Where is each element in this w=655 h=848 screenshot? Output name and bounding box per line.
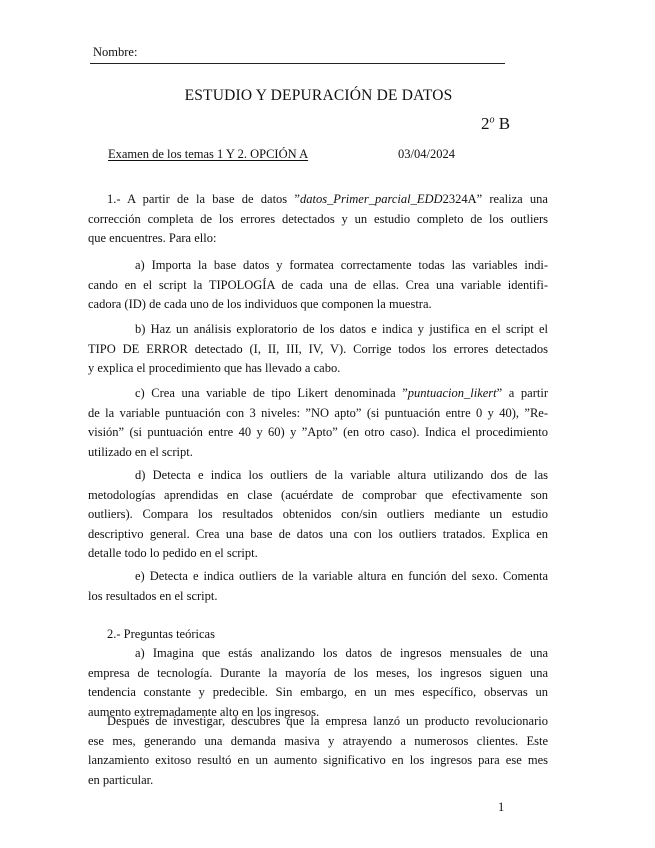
- q2-p-line: ese mes, generando una demanda masiva y atrayendo a numerosos clientes. Este: [88, 733, 548, 748]
- q1-d-line: d) Detecta e indica los outliers de la variable altura utilizando dos de las: [135, 468, 548, 482]
- q1-intro-line: que encuentres. Para ello:: [88, 231, 217, 245]
- q2-p-line: en particular.: [88, 772, 154, 787]
- exam-date: 03/04/2024: [398, 147, 455, 161]
- q2-heading: [88, 625, 548, 645]
- q1-intro: [88, 190, 548, 249]
- q1-item-c: [88, 384, 548, 462]
- group-number: 2: [481, 114, 490, 133]
- q1-item-e: [88, 567, 548, 606]
- q2-p-line: Después de investigar, descubres que la empresa lanzó un producto revolucionario: [107, 714, 548, 728]
- q2-a-line: a) Imagina que estás analizando los datos de ingresos mensuales de una: [135, 646, 548, 660]
- q1-e-line: e) Detecta e indica outliers de la variable altura en función del sexo. Comenta: [135, 569, 548, 583]
- q2-heading-text: 2.- Preguntas teóricas: [107, 627, 215, 641]
- q1-a-line: cadora (ID) de cada uno de los individuos que componen la muestra.: [88, 297, 432, 311]
- page-title: [0, 87, 655, 105]
- q1-c-line: de la variable puntuación con 3 niveles: ”NO apto” (si puntuación entre 0 y 40), ”Re-: [88, 405, 548, 420]
- q1-a-line: a) Importa la base datos y formatea correctamente todas las variables indi-: [135, 258, 548, 272]
- q1-dataset-name: datos_Primer_parcial_EDD: [299, 192, 443, 206]
- q2-p-line: lanzamiento exitoso resultó en un aumento significativo en los ingresos para ese mes: [88, 753, 548, 767]
- q1-c-line: utilizado en el script.: [88, 444, 193, 459]
- q1-item-a: [88, 256, 548, 315]
- q2-a-line: aumento extremadamente alto en los ingresos.: [88, 704, 320, 719]
- q2-paragraph: [88, 712, 548, 790]
- q1-a-line: cando en el script la TIPOLOGÍA de cada una de ellas. Crea una variable identifi-: [88, 277, 548, 292]
- q1-c-text-end: ” a partir: [496, 386, 548, 400]
- title-text: ESTUDIO Y DEPURACIÓN DE DATOS: [184, 87, 453, 104]
- q1-intro-text: 1.- A partir de la base de datos ”: [107, 192, 300, 206]
- q1-c-line: visión” (si puntuación entre 40 y 60) y ”Apto” (en otro caso). Indica el procedimiento: [88, 425, 548, 439]
- q1-e-line: los resultados en el script.: [88, 588, 218, 603]
- group-label: [481, 114, 510, 134]
- page-number: 1: [498, 800, 505, 814]
- q1-c-line: [88, 384, 548, 404]
- q2-a-line: tendencia constante y predecible. Sin embargo, en un mes específico, observas un: [88, 685, 548, 699]
- q1-item-d: [88, 466, 548, 564]
- q1-intro-line: corrección completa de los errores detectados y un estudio completo de los outliers: [88, 211, 548, 226]
- q1-c-variable: puntuacion_likert: [407, 386, 497, 400]
- q1-b-line: b) Haz un análisis exploratorio de los datos e indica y justifica en el script el: [135, 322, 548, 336]
- q1-c-text: c) Crea una variable de tipo Likert denominada ”: [135, 386, 408, 400]
- q1-intro-line: [88, 190, 548, 210]
- nombre-label: Nombre:: [93, 45, 138, 59]
- q1-d-line: metodologías aprendidas en clase (acuérdate de comprobar que efectivamente son: [88, 487, 548, 502]
- group-letter: B: [498, 114, 511, 133]
- q1-d-line: descriptivo general. Crea una base de datos una con los outliers tratados. Explica en: [88, 526, 548, 541]
- q1-b-line: y explica el procedimiento que has llevado a cabo.: [88, 361, 341, 375]
- q2-item-a: [88, 644, 548, 722]
- nombre-underline: [90, 63, 505, 64]
- q1-item-b: [88, 320, 548, 379]
- q1-d-line: detalle todo lo pedido en el script.: [88, 546, 258, 560]
- group-superscript: o: [489, 114, 495, 126]
- q1-intro-text-end: 2324A” realiza una: [442, 192, 548, 206]
- q1-d-line: outliers). Compara los resultados obtenidos con/sin outliers mediante un estudio: [88, 507, 548, 521]
- q1-b-line: TIPO DE ERROR detectado (I, II, III, IV, V). Corrige todos los errores detectados: [88, 341, 548, 356]
- q2-a-line: empresa de tecnología. Durante la mayoría de los meses, los ingresos siguen una: [88, 665, 548, 680]
- exam-label: Examen de los temas 1 Y 2. OPCIÓN A: [108, 147, 309, 161]
